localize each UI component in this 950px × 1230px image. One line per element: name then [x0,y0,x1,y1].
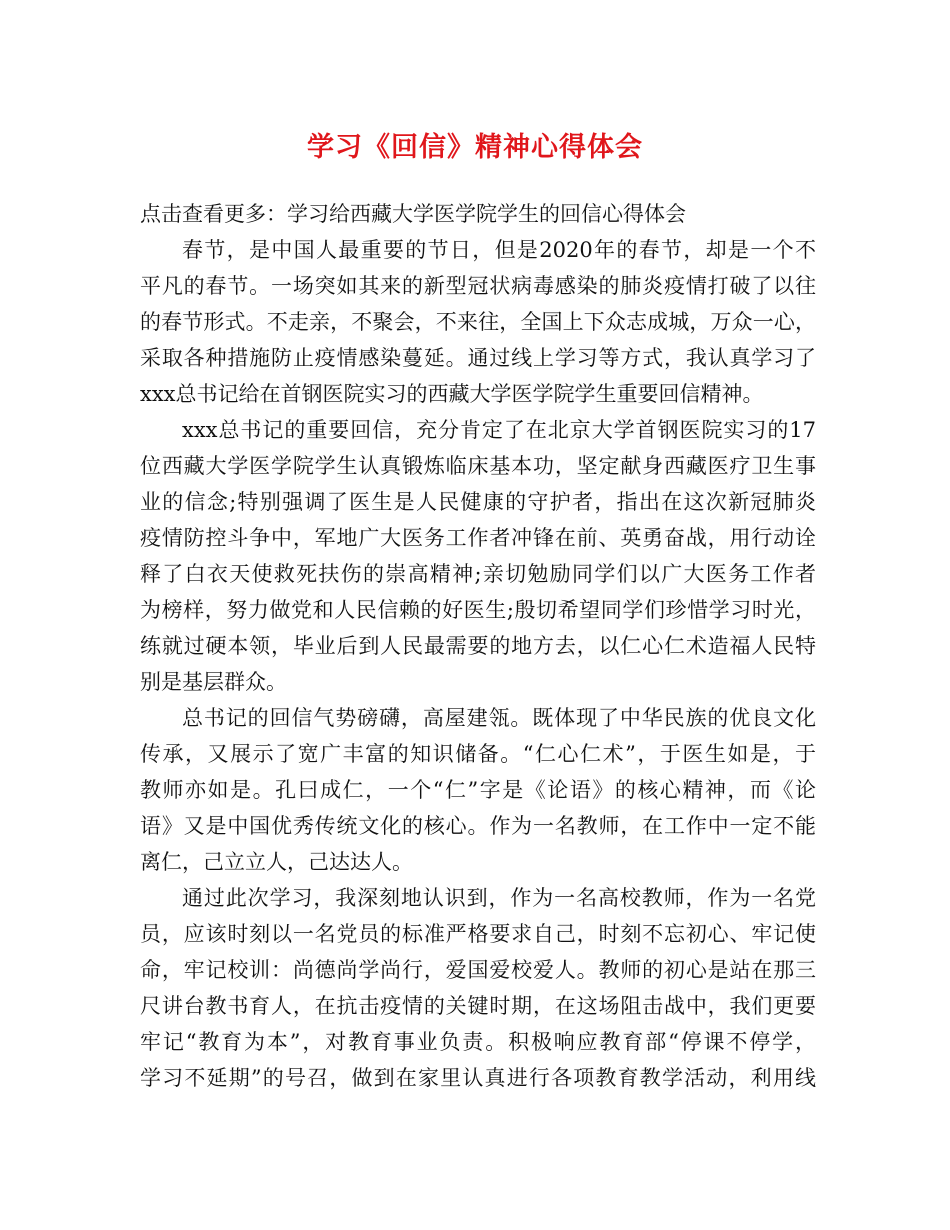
document-title: 学习《回信》精神心得体会 [307,132,643,163]
text-line: 传承，又展示了宽广丰富的知识储备。“仁心仁术”，于医生如是，于 [140,742,816,766]
text-line: 平凡的春节。一场突如其来的新型冠状病毒感染的肺炎疫情打破了以往 [140,274,816,298]
text-line: 春节，是中国人最重要的节日，但是2020年的春节，却是一个不 [182,238,816,262]
text-line: 释了白衣天使救死扶伤的崇高精神;亲切勉励同学们以广大医务工作者 [140,562,816,586]
text-line: 语》又是中国优秀传统文化的核心。作为一名教师，在工作中一定不能 [140,814,816,838]
text-line: 牢记“教育为本”，对教育事业负责。积极响应教育部“停课不停学， [140,1030,816,1054]
text-line: 教师亦如是。孔曰成仁，一个“仁”字是《论语》的核心精神，而《论 [140,778,816,802]
text-line: 采取各种措施防止疫情感染蔓延。通过线上学习等方式，我认真学习了 [140,346,816,370]
text-line: 业的信念;特别强调了医生是人民健康的守护者，指出在这次新冠肺炎 [140,490,816,514]
text-line: 练就过硬本领，毕业后到人民最需要的地方去，以仁心仁术造福人民特 [140,634,816,658]
text-line: 总书记的回信气势磅礴，高屋建瓴。既体现了中华民族的优良文化 [182,706,816,730]
text-line: 别是基层群众。 [140,670,287,694]
text-line: 员，应该时刻以一名党员的标准严格要求自己，时刻不忘初心、牢记使 [140,922,816,946]
text-line: 点击查看更多：学习给西藏大学医学院学生的回信心得体会 [140,202,686,226]
text-line: xxx总书记给在首钢医院实习的西藏大学医学院学生重要回信精神。 [140,382,764,406]
text-line: 学习不延期”的号召，做到在家里认真进行各项教育教学活动，利用线 [140,1066,816,1090]
text-line: 疫情防控斗争中，军地广大医务工作者冲锋在前、英勇奋战，用行动诠 [140,526,816,550]
text-line: 的春节形式。不走亲，不聚会，不来往，全国上下众志成城，万众一心， [140,310,816,334]
document-body [140,196,816,1096]
text-line: 通过此次学习，我深刻地认识到，作为一名高校教师，作为一名党 [182,886,816,910]
text-line: 位西藏大学医学院学生认真锻炼临床基本功，坚定献身西藏医疗卫生事 [140,454,816,478]
text-line: 离仁，己立立人，己达达人。 [140,850,413,874]
text-line: 尺讲台教书育人，在抗击疫情的关键时期，在这场阻击战中，我们更要 [140,994,816,1018]
text-line: 为榜样，努力做党和人民信赖的好医生;殷切希望同学们珍惜学习时光， [140,598,816,622]
text-line: 命，牢记校训：尚德尚学尚行，爱国爱校爱人。教师的初心是站在那三 [140,958,816,982]
text-line: xxx总书记的重要回信，充分肯定了在北京大学首钢医院实习的17 [182,418,816,442]
